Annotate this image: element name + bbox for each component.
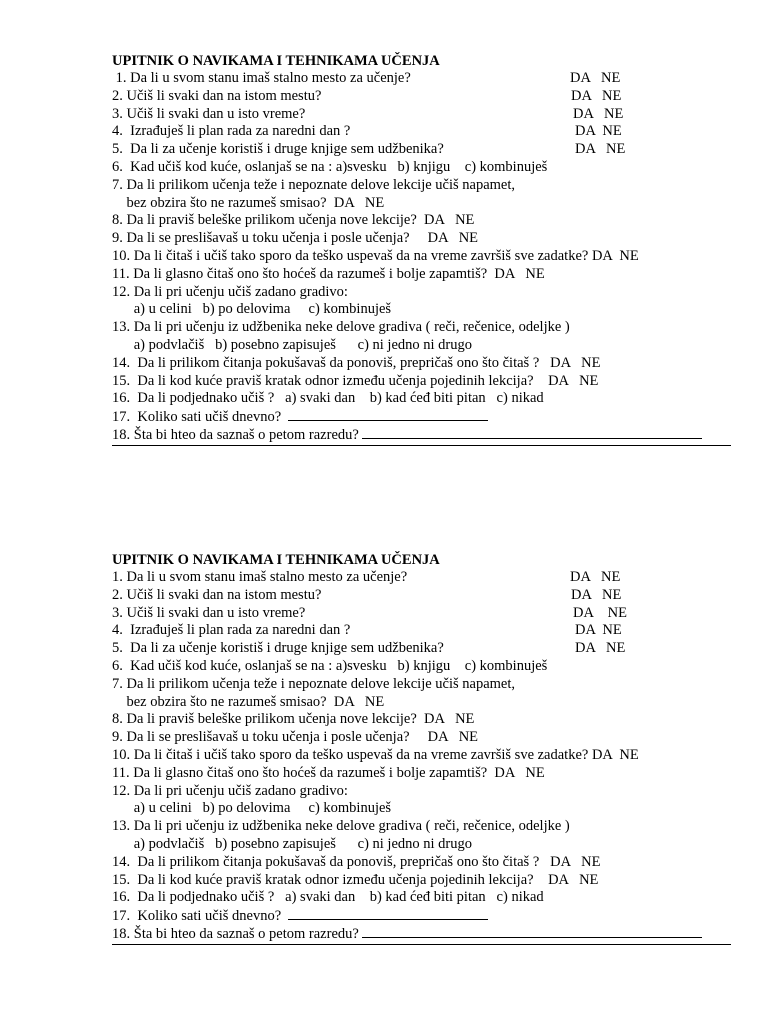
question-14: 14. Da li prilikom čitanja pokušavaš da ponoviš, prepričaš ono što čitaš ? DA NE bbox=[112, 354, 601, 371]
question-17 bbox=[112, 907, 732, 925]
question-10: 10. Da li čitaš i učiš tako sporo da teško uspevaš da na vreme završiš sve zadatke? DA NE bbox=[112, 247, 639, 264]
question-16: 16. Da li podjednako učiš ? a) svaki dan b) kad ćeđ biti pitan c) nikad bbox=[112, 390, 544, 407]
questionnaire-title: UPITNIK O NAVIKAMA I TEHNIKAMA UČENJA bbox=[112, 53, 440, 69]
question-12-options: a) u celini b) po delovima c) kombinuješ bbox=[112, 301, 392, 318]
answer-options: DA NE bbox=[570, 70, 621, 86]
question-text: 3. Učiš li svaki dan u isto vreme? bbox=[112, 105, 306, 122]
question-9: 9. Da li se preslišavaš u toku učenja i posle učenja? DA NE bbox=[112, 729, 479, 746]
question-4 bbox=[112, 622, 732, 640]
question-text: 5. Da li za učenje koristiš i druge knjige sem udžbenika? bbox=[112, 141, 444, 158]
question-2 bbox=[112, 587, 732, 605]
question-7-continued: bez obzira što ne razumeš smisao? DA NE bbox=[112, 194, 385, 211]
question-text: 4. Izrađuješ li plan rada za naredni dan ? bbox=[112, 622, 351, 639]
question-text: 18. Šta bi hteo da saznaš o petom razredu? bbox=[112, 925, 363, 942]
question-8: 8. Da li praviš beleške prilikom učenja nove lekcije? DA NE bbox=[112, 711, 475, 728]
question-15: 15. Da li kod kuće praviš kratak odnor između učenja pojedinih lekcija? DA NE bbox=[112, 372, 599, 389]
question-14: 14. Da li prilikom čitanja pokušavaš da ponoviš, prepričaš ono što čitaš ? DA NE bbox=[112, 853, 601, 870]
question-18 bbox=[112, 925, 732, 943]
question-7: 7. Da li prilikom učenja teže i nepoznate delove lekcije učiš napamet, bbox=[112, 176, 516, 193]
question-text: 4. Izrađuješ li plan rada za naredni dan ? bbox=[112, 123, 351, 140]
answer-blank[interactable] bbox=[362, 426, 702, 439]
question-text: 18. Šta bi hteo da saznaš o petom razredu? bbox=[112, 426, 363, 443]
question-text: 5. Da li za učenje koristiš i druge knjige sem udžbenika? bbox=[112, 640, 444, 657]
answer-options: DA NE bbox=[573, 105, 624, 122]
answer-options: DA NE bbox=[570, 569, 621, 585]
answer-options: DA NE bbox=[571, 586, 622, 603]
question-text: 3. Učiš li svaki dan u isto vreme? bbox=[112, 604, 306, 621]
answer-options: DA NE bbox=[575, 640, 626, 657]
question-12-options: a) u celini b) po delovima c) kombinuješ bbox=[112, 800, 392, 817]
question-18 bbox=[112, 426, 732, 444]
question-17 bbox=[112, 408, 732, 426]
question-4 bbox=[112, 123, 732, 141]
question-12: 12. Da li pri učenju učiš zadano gradivo: bbox=[112, 782, 348, 799]
answer-line[interactable] bbox=[112, 445, 731, 446]
answer-options: DA NE bbox=[575, 141, 626, 158]
question-11: 11. Da li glasno čitaš ono što hoćeš da razumeš i bolje zapamtiš? DA NE bbox=[112, 764, 545, 781]
question-text: 1. Da li u svom stanu imaš stalno mesto za učenje? bbox=[112, 70, 411, 86]
question-text: 17. Koliko sati učiš dnevno? bbox=[112, 908, 289, 925]
question-5 bbox=[112, 640, 732, 658]
question-3 bbox=[112, 605, 732, 623]
question-1 bbox=[112, 70, 732, 88]
answer-options: DA NE bbox=[575, 123, 622, 140]
question-16: 16. Da li podjednako učiš ? a) svaki dan b) kad ćeđ biti pitan c) nikad bbox=[112, 889, 544, 906]
question-12: 12. Da li pri učenju učiš zadano gradivo: bbox=[112, 283, 348, 300]
question-6: 6. Kad učiš kod kuće, oslanjaš se na : a)svesku b) knjigu c) kombinuješ bbox=[112, 158, 548, 175]
question-1 bbox=[112, 569, 732, 587]
answer-blank[interactable] bbox=[288, 907, 488, 920]
question-5 bbox=[112, 141, 732, 159]
question-7-continued: bez obzira što ne razumeš smisao? DA NE bbox=[112, 693, 385, 710]
question-11: 11. Da li glasno čitaš ono što hoćeš da razumeš i bolje zapamtiš? DA NE bbox=[112, 265, 545, 282]
question-text: 2. Učiš li svaki dan na istom mestu? bbox=[112, 87, 322, 104]
question-13-options: a) podvlačiš b) posebno zapisuješ c) ni jedno ni drugo bbox=[112, 336, 473, 353]
question-13: 13. Da li pri učenju iz udžbenika neke delove gradiva ( reči, rečenice, odeljke ) bbox=[112, 319, 570, 336]
question-3 bbox=[112, 106, 732, 124]
question-13-options: a) podvlačiš b) posebno zapisuješ c) ni jedno ni drugo bbox=[112, 835, 473, 852]
question-7: 7. Da li prilikom učenja teže i nepoznate delove lekcije učiš napamet, bbox=[112, 675, 516, 692]
answer-options: DA NE bbox=[575, 622, 622, 639]
question-9: 9. Da li se preslišavaš u toku učenja i posle učenja? DA NE bbox=[112, 230, 479, 247]
answer-line[interactable] bbox=[112, 944, 731, 945]
answer-blank[interactable] bbox=[362, 925, 702, 938]
questionnaire-title: UPITNIK O NAVIKAMA I TEHNIKAMA UČENJA bbox=[112, 552, 440, 568]
question-10: 10. Da li čitaš i učiš tako sporo da teško uspevaš da na vreme završiš sve zadatke? DA NE bbox=[112, 746, 639, 763]
question-6: 6. Kad učiš kod kuće, oslanjaš se na : a)svesku b) knjigu c) kombinuješ bbox=[112, 657, 548, 674]
questionnaire-2 bbox=[112, 551, 732, 945]
answer-options: DA NE bbox=[571, 87, 622, 104]
question-13: 13. Da li pri učenju iz udžbenika neke delove gradiva ( reči, rečenice, odeljke ) bbox=[112, 818, 570, 835]
question-text: 1. Da li u svom stanu imaš stalno mesto za učenje? bbox=[112, 569, 408, 585]
question-2 bbox=[112, 88, 732, 106]
question-text: 17. Koliko sati učiš dnevno? bbox=[112, 409, 289, 426]
answer-blank[interactable] bbox=[288, 408, 488, 421]
question-15: 15. Da li kod kuće praviš kratak odnor između učenja pojedinih lekcija? DA NE bbox=[112, 871, 599, 888]
question-text: 2. Učiš li svaki dan na istom mestu? bbox=[112, 586, 322, 603]
answer-options: DA NE bbox=[573, 604, 627, 621]
question-8: 8. Da li praviš beleške prilikom učenja nove lekcije? DA NE bbox=[112, 212, 475, 229]
questionnaire-1 bbox=[112, 52, 732, 446]
